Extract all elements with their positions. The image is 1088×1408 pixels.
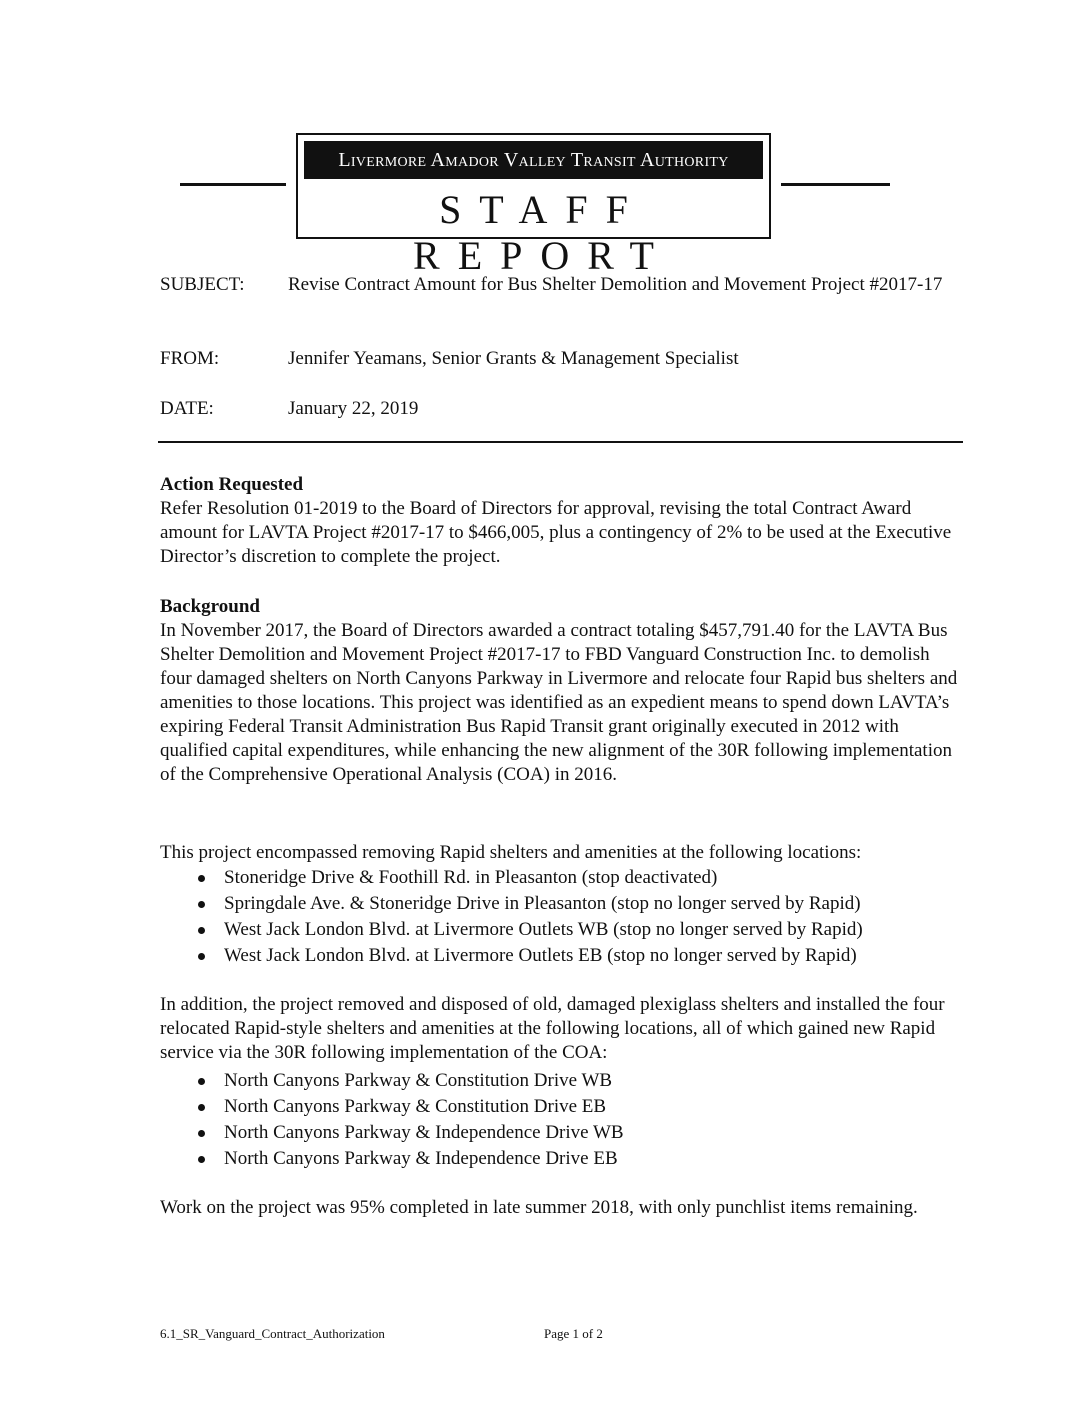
date-value: January 22, 2019 — [288, 398, 419, 419]
installed-locations-list — [160, 1068, 624, 1172]
from-label: FROM: — [160, 348, 220, 369]
meta-divider — [158, 441, 963, 443]
background-paragraph-3: In addition, the project removed and disposed of old, damaged plexiglass shelters and installed the four relocated Rapid-style shelters and amenities at the following locations, all of which gained new Rapid service via the 30R following implementation of the COA: — [160, 994, 945, 1063]
footer-filename: 6.1_SR_Vanguard_Contract_Authorization — [160, 1326, 385, 1341]
background-paragraph-4: Work on the project was 95% completed in late summer 2018, with only punchlist items remaining. — [160, 1197, 918, 1218]
header-rule-left — [180, 183, 286, 186]
report-header — [296, 133, 771, 278]
organization-name: Livermore Amador Valley Transit Authority — [304, 141, 763, 179]
header-rule-right — [781, 183, 890, 186]
background-paragraph-2: This project encompassed removing Rapid shelters and amenities at the following locations: — [160, 842, 862, 863]
from-value: Jennifer Yeamans, Senior Grants & Management Specialist — [288, 348, 739, 369]
list-item: Stoneridge Drive & Foothill Rd. in Pleasanton (stop deactivated) — [160, 865, 863, 891]
footer-page-number: Page 1 of 2 — [544, 1326, 603, 1341]
date-label: DATE: — [160, 398, 214, 419]
removed-locations-list — [160, 865, 863, 969]
subject-label: SUBJECT: — [160, 274, 245, 295]
background-heading: Background — [160, 596, 260, 617]
list-item: North Canyons Parkway & Independence Drive WB — [160, 1120, 624, 1146]
background-paragraph-1: In November 2017, the Board of Directors awarded a contract totaling $457,791.40 for the LAVTA Bus Shelter Demolition and Movement Project #2017-17 to FBD Vanguard Construction Inc. to demolish four damaged shelters on North Canyons Parkway in Livermore and relocate four Rapid bus shelters and amenities to those locations. This project was identified as an expedient means to spend down LAVTA’s expiring Federal Transit Administration Bus Rapid Transit grant originally executed in 2012 with qualified capital expenditures, while enhancing the new alignment of the 30R following implementation of the Comprehensive Operational Analysis (COA) in 2016. — [160, 620, 958, 785]
list-item: West Jack London Blvd. at Livermore Outlets WB (stop no longer served by Rapid) — [160, 917, 863, 943]
list-item: Springdale Ave. & Stoneridge Drive in Pleasanton (stop no longer served by Rapid) — [160, 891, 863, 917]
list-item: North Canyons Parkway & Constitution Drive EB — [160, 1094, 624, 1120]
action-requested-text: Refer Resolution 01-2019 to the Board of Directors for approval, revising the total Contract Award amount for LAVTA Project #2017-17 to $466,005, plus a contingency of 2% to be used at the Executive Director’s discretion to complete the project. — [160, 498, 952, 567]
action-requested-heading: Action Requested — [160, 474, 304, 495]
list-item: North Canyons Parkway & Constitution Drive WB — [160, 1068, 624, 1094]
report-title: STAFF REPORT — [413, 187, 672, 278]
subject-value: Revise Contract Amount for Bus Shelter Demolition and Movement Project #2017-17 — [288, 274, 943, 295]
list-item: West Jack London Blvd. at Livermore Outlets EB (stop no longer served by Rapid) — [160, 943, 863, 969]
list-item: North Canyons Parkway & Independence Drive EB — [160, 1146, 624, 1172]
